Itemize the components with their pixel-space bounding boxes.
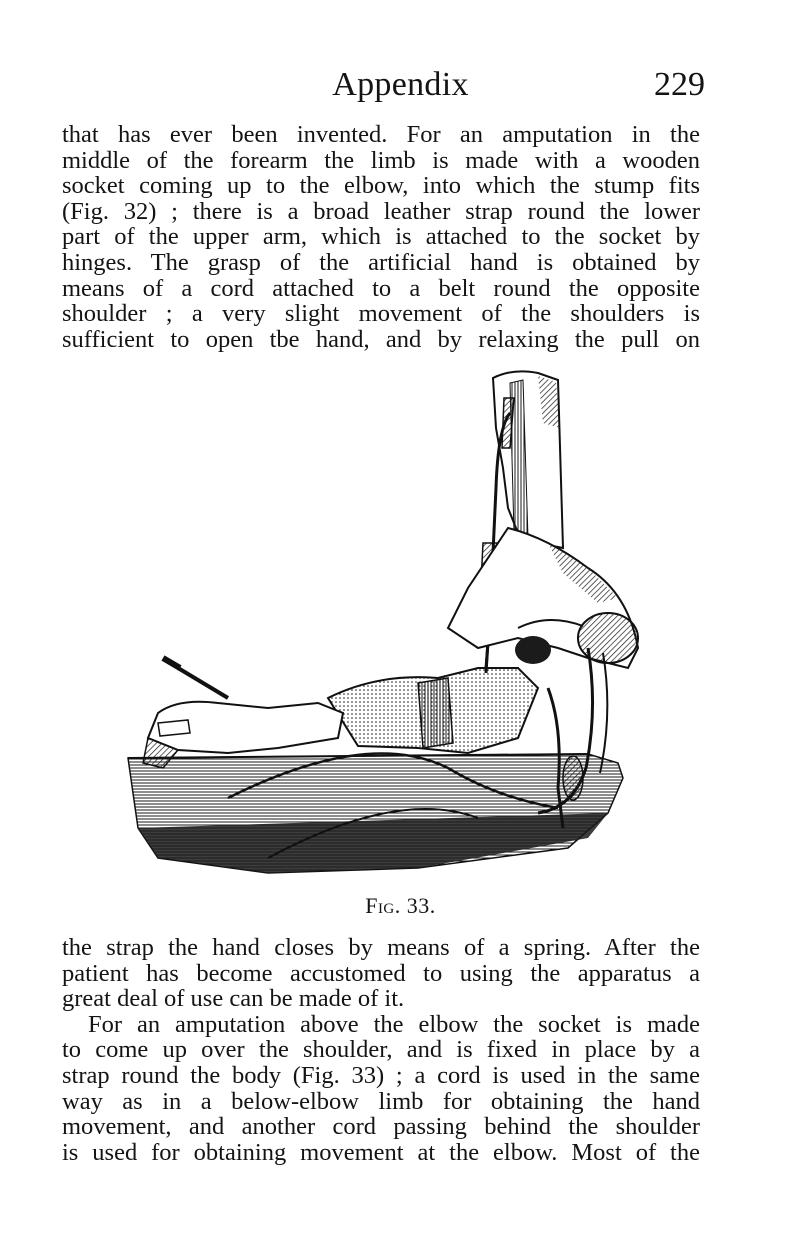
- figure-artificial-arm: [118, 368, 658, 890]
- text-line: strap round the body (Fig. 33) ; a cord is used in the same: [62, 1061, 700, 1089]
- text-line: movement, and another cord passing behind the shoulder: [62, 1113, 700, 1141]
- figure-caption-text: Fig. 33.: [365, 893, 436, 918]
- text-line: sufficient to open tbe hand, and by relaxing the pull on: [62, 325, 700, 353]
- text-line: (Fig. 32) ; there is a broad leather strap round the lower: [62, 197, 700, 225]
- text-line: middle of the forearm the limb is made with a wooden: [62, 146, 700, 174]
- text-line: patient has become accustomed to using the apparatus a: [62, 959, 700, 987]
- text-line: socket coming up to the elbow, into which the stump fits: [62, 172, 700, 200]
- text-line: shoulder ; a very slight movement of the shoulders is: [62, 300, 700, 328]
- text-line: part of the upper arm, which is attached to the socket by: [62, 223, 700, 251]
- text-line: way as in a below-elbow limb for obtaining the hand: [62, 1087, 700, 1115]
- text-line: means of a cord attached to a belt round the opposite: [62, 274, 700, 302]
- text-line: hinges. The grasp of the artificial hand is obtained by: [62, 248, 700, 276]
- figure-caption: [0, 893, 801, 919]
- top-paragraph: [62, 122, 700, 352]
- text-line: that has ever been invented. For an amputation in the: [62, 121, 700, 148]
- text-line: the strap the hand closes by means of a spring. After the: [62, 934, 700, 961]
- page-header: [0, 64, 801, 114]
- text-line: is used for obtaining movement at the elbow. Most of the: [62, 1138, 700, 1166]
- text-line: great deal of use can be made of it.: [62, 985, 405, 1013]
- bottom-paragraphs: [62, 935, 700, 1165]
- text-line: to come up over the shoulder, and is fixed in place by a: [62, 1036, 700, 1064]
- page-number: 229: [654, 66, 705, 103]
- text-line: For an amputation above the elbow the socket is made: [88, 1010, 700, 1038]
- running-head: Appendix: [332, 66, 469, 103]
- artificial-arm-illustration-icon: [118, 368, 658, 890]
